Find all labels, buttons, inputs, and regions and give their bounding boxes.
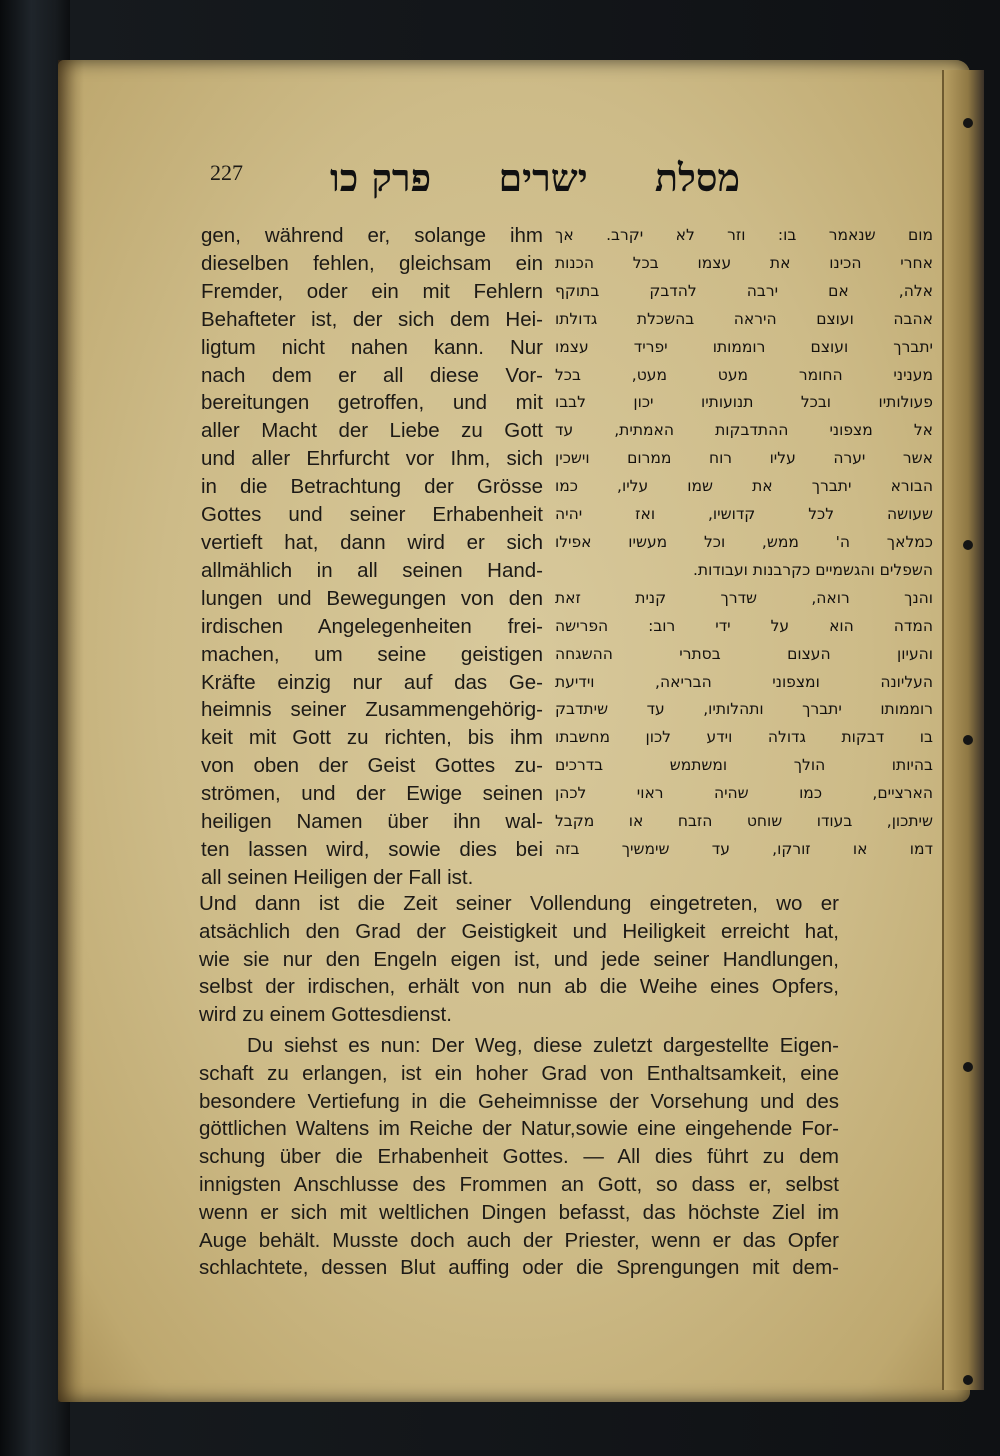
binding-thread-icon [963, 1062, 973, 1072]
text-line: אהבה ועוצם היראה בהשכלת גדולתו [555, 309, 933, 328]
text-line: allmählich in all seinen Hand- [201, 558, 543, 582]
text-line: schaft zu erlangen, ist ein hoher Grad von Enthaltsamkeit, eine [199, 1061, 839, 1085]
page-gutter-shadow [58, 60, 84, 1402]
text-line: Gottes und seiner Erhabenheit [201, 503, 543, 527]
text-line: Behafteter ist, der sich dem Hei- [201, 307, 543, 331]
text-line: אשר יערה עליו רוח ממרום וישכין [555, 449, 933, 468]
text-line: הארציים, כמו שהיה ראוי לכהן [555, 784, 933, 803]
text-line: heiligen Namen über ihn wal- [201, 810, 543, 834]
text-line: מום שנאמר בו: וזר לא יקרב. אך [555, 226, 933, 244]
text-line: heimnis seiner Zusammengehörig- [201, 698, 543, 722]
text-line: בהיותו הולך ומשתמש בדרכים [555, 756, 933, 775]
text-line: wenn er sich mit weltlichen Dingen befasst, das höchste Ziel im [199, 1200, 839, 1224]
text-line: in die Betrachtung der Grösse [201, 475, 543, 499]
text-line: בו דבקות גדולה וידע לכון מחשבתו [555, 728, 933, 747]
text-line: המדה הוא על ידי רוב: הפרישה [555, 616, 933, 635]
page-number: 227 [210, 160, 243, 185]
text-line: strömen, und der Ewige seinen [201, 782, 543, 806]
text-line: Und dann ist die Zeit seiner Vollendung eingetreten, wo er [199, 892, 839, 915]
text-line: innigsten Anschlusse des Frommen an Gott, so dass er, selbst [199, 1172, 839, 1196]
running-head-hebrew [330, 154, 740, 202]
text-line: besondere Vertiefung in die Geheimnisse der Vorsehung und des [199, 1089, 839, 1113]
running-head-word: ישרים [498, 155, 588, 200]
text-line: Fremder, oder ein mit Fehlern [201, 279, 543, 303]
text-line: כמלאך ה' ממש, וכל מעשיו אפילו [555, 532, 933, 551]
text-line: שעושה לכל קדושיו, ואז יהיה [555, 505, 933, 524]
text-line: wie sie nur den Engeln eigen ist, und jede seiner Handlungen, [199, 947, 839, 971]
text-line: שיתכון, בעודו שוחט הזבח או מקבל [555, 812, 933, 831]
text-line: אל מצפוני ההתדבקות האמתית, עד [555, 421, 933, 440]
text-line: göttlichen Waltens im Reiche der Natur,sowie eine eingehende For- [199, 1117, 839, 1141]
stitched-binding-edge [942, 70, 984, 1390]
text-line: והנך רואה, שדרך קנית זאת [555, 588, 933, 607]
text-line: machen, um seine geistigen [201, 642, 543, 666]
text-line: atsächlich den Grad der Geistigkeit und Heiligkeit erreicht hat, [199, 919, 839, 943]
text-line: והעיון העצום בסתרי ההשגחה [555, 644, 933, 663]
text-line: dieselben fehlen, gleichsam ein [201, 251, 543, 275]
binding-thread-icon [963, 1375, 973, 1385]
text-line: gen, während er, solange ihm [201, 224, 543, 247]
text-line: aller Macht der Liebe zu Gott [201, 419, 543, 443]
german-column [201, 222, 543, 892]
running-head-word: מסלת [654, 155, 740, 200]
text-line: selbst der irdischen, erhält von nun ab die Weihe eines Opfers, [199, 975, 839, 999]
text-line: הבורא יתברך את שמו עליו, כמו [555, 477, 933, 496]
full-width-text [199, 890, 839, 1282]
text-line: רוממותו יתברך ותהלותיו, עד שיתדבק [555, 700, 933, 719]
text-line: keit mit Gott zu richten, bis ihm [201, 726, 543, 750]
binding-thread-icon [963, 540, 973, 550]
text-line: Auge behält. Musste doch auch der Priester, wenn er das Opfer [199, 1228, 839, 1252]
running-head-word: פרק כו [330, 155, 432, 200]
text-line: העליונה ומצפוני הבריאה, וידיעת [555, 672, 933, 691]
text-line: lungen und Bewegungen von den [201, 586, 543, 610]
text-line: schlachtete, dessen Blut auffing oder die Sprengungen mit dem- [199, 1256, 839, 1280]
text-line: ten lassen wird, sowie dies bei [201, 837, 543, 861]
text-line: אלה, אם ירבה להדבק בתוקף [555, 281, 933, 300]
text-line: פעולותיו ובכל תנועותיו יכון לבבו [555, 393, 933, 412]
text-line: nach dem er all diese Vor- [201, 363, 543, 387]
text-line: schung über die Erhabenheit Gottes. — All dies führt zu dem [199, 1145, 839, 1169]
text-line: Kräfte einzig nur auf das Ge- [201, 670, 543, 694]
text-line: wird zu einem Gottesdienst. [199, 1003, 452, 1027]
text-line: von oben der Geist Gottes zu- [201, 754, 543, 778]
text-line: all seinen Heiligen der Fall ist. [201, 865, 474, 889]
text-line: und aller Ehrfurcht vor Ihm, sich [201, 447, 543, 471]
text-line: vertieft hat, dann wird er sich [201, 530, 543, 554]
text-line: irdischen Angelegenheiten frei- [201, 614, 543, 638]
binding-thread-icon [963, 735, 973, 745]
binding-thread-icon [963, 118, 973, 128]
text-line: דמו או זורקו, עד שימשיך בזה [555, 839, 933, 858]
text-line: השפלים והגשמיים כקרבנות ועבודות. [692, 560, 933, 579]
text-line: מעניני החומר מעט מעט, בכל [555, 365, 933, 384]
text-line: bereitungen getroffen, und mit [201, 391, 543, 415]
text-line: אחרי הכינו את עצמו בכל הכנות [555, 253, 933, 272]
hebrew-column [555, 222, 933, 864]
text-line: ligtum nicht nahen kann. Nur [201, 335, 543, 359]
text-line: יתברך ועוצם רוממותו יפריד עצמו [555, 337, 933, 356]
text-line: Du siehst es nun: Der Weg, diese zuletzt dargestellte Eigen- [247, 1033, 839, 1057]
